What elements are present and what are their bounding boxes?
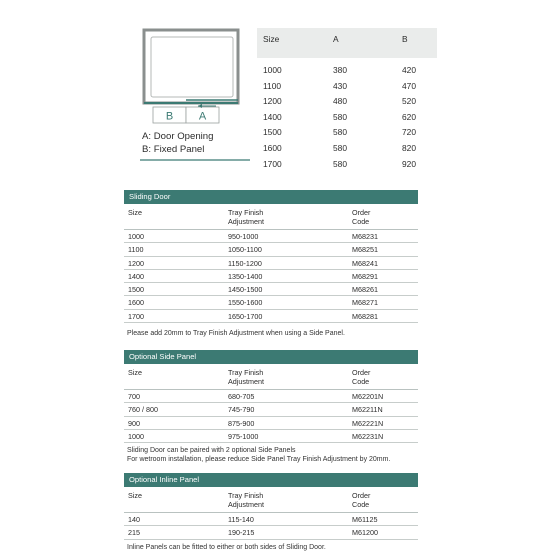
table-row [124,283,418,296]
table-row [124,243,418,256]
size-cell: 1000 [263,65,282,75]
size-table-row [257,140,437,156]
tray-outline [151,37,233,97]
size-table-row [257,156,437,172]
order-code-cell: M61125 [352,515,378,524]
size-table-row [257,124,437,140]
table-note: Please add 20mm to Tray Finish Adjustment when using a Side Panel. [127,330,345,338]
table-row [124,430,418,443]
a-cell: 580 [333,111,347,122]
size-cell: 760 / 800 [128,405,158,415]
column-header [124,364,418,390]
table-row [124,296,418,309]
order-code-cell: M68271 [352,298,378,308]
size-cell: 900 [128,418,140,428]
size-header: Size [263,34,280,44]
size-cell: 1000 [128,232,144,241]
adjustment-cell: 950-1000 [228,232,259,241]
shower-layout-diagram [140,26,252,166]
size-cell: 1100 [263,80,282,91]
size-cell: 1400 [263,111,282,122]
adjustment-cell: 190-215 [228,528,255,538]
adjustment-cell: 1050-1100 [228,245,262,255]
column-header [124,204,418,230]
order-code-cell: M68281 [352,311,378,321]
order-code-header: Order Code [352,368,371,386]
table-row [124,310,418,323]
size-cell: 1400 [128,271,144,281]
a-header: A [333,34,339,44]
b-cell: 820 [402,142,416,153]
size-table-row [257,93,437,109]
size-cell: 1700 [128,311,144,321]
a-cell: 480 [333,96,347,107]
a-cell: 380 [333,65,347,75]
order-code-cell: M68251 [352,245,378,255]
order-code-cell: M62231N [352,431,384,441]
size-cell: 1000 [128,431,144,441]
a-cell: 580 [333,127,347,138]
size-cell: 140 [128,515,140,524]
b-cell: 470 [402,80,416,91]
order-code-cell: M62221N [352,418,384,428]
label-b: B [165,110,174,123]
size-cell: 1700 [263,158,282,169]
size-cell: 1200 [128,258,144,268]
size-cell: 1500 [128,285,144,295]
table-row [124,526,418,539]
table-note: Sliding Door can be paired with 2 optional Side Panels [127,447,296,455]
order-code-cell: M68291 [352,271,378,281]
size-cell: 1600 [263,142,282,153]
table-row [124,270,418,283]
adjustment-cell: 1550-1600 [228,298,263,308]
adjustment-cell: 1150-1200 [228,258,262,268]
size-table-row [257,78,437,94]
size-table-row [257,62,437,78]
adjustment-header: Tray Finish Adjustment [228,208,264,226]
table-row [124,513,418,526]
size-dimension-table [257,28,437,171]
size-cell: 1100 [128,245,144,255]
adjustment-cell: 745-790 [228,405,255,415]
table-row [124,257,418,270]
b-header: B [402,34,408,44]
b-cell: 620 [402,111,416,122]
order-code-cell: M68241 [352,258,378,268]
adjustment-cell: 115-140 [228,515,254,524]
adjustment-cell: 680-705 [228,392,255,401]
order-code-cell: M61200 [352,528,378,538]
table-title: Optional Inline Panel [124,473,418,487]
table-row [124,403,418,416]
table-row [124,417,418,430]
legend-a: A: Door Opening [142,131,214,142]
order-code-cell: M68261 [352,285,378,295]
b-cell: 720 [402,127,416,138]
adjustment-cell: 975-1000 [228,431,259,441]
size-header: Size [128,368,142,377]
size-cell: 1500 [263,127,282,138]
adjustment-cell: 875-900 [228,418,255,428]
order-code-cell: M62211N [352,405,383,415]
a-cell: 430 [333,80,347,91]
adjustment-header: Tray Finish Adjustment [228,491,264,509]
size-cell: 700 [128,392,140,401]
order-code-cell: M62201N [352,392,384,401]
column-header [124,487,418,513]
order-code-cell: M68231 [352,232,378,241]
b-cell: 920 [402,158,416,169]
adjustment-header: Tray Finish Adjustment [228,368,264,386]
a-cell: 580 [333,142,347,153]
side-panel-table [124,350,418,464]
label-a: A [198,110,207,123]
size-table-header [257,28,437,58]
size-header: Size [128,208,142,217]
enclosure-plan-drawing [140,26,252,166]
inline-panel-table [124,473,418,552]
b-cell: 520 [402,96,416,107]
adjustment-cell: 1650-1700 [228,311,263,321]
size-cell: 1200 [263,96,282,107]
table-note: Inline Panels can be fitted to either or both sides of Sliding Door. [127,543,326,551]
size-header: Size [128,491,142,500]
table-title: Sliding Door [124,190,418,204]
size-table-row [257,109,437,125]
table-title: Optional Side Panel [124,350,418,364]
adjustment-cell: 1350-1400 [228,271,263,281]
a-cell: 580 [333,158,347,169]
table-row [124,390,418,403]
size-cell: 1600 [128,298,144,308]
b-cell: 420 [402,65,416,75]
table-row [124,230,418,243]
order-code-header: Order Code [352,208,371,226]
size-cell: 215 [128,528,140,538]
legend-b: B: Fixed Panel [142,144,205,155]
sliding-door-table [124,190,418,338]
order-code-header: Order Code [352,491,371,509]
table-note: For wetroom installation, please reduce Side Panel Tray Finish Adjustment by 20mm. [127,456,391,464]
enclosure-frame [144,30,238,103]
adjustment-cell: 1450-1500 [228,285,263,295]
